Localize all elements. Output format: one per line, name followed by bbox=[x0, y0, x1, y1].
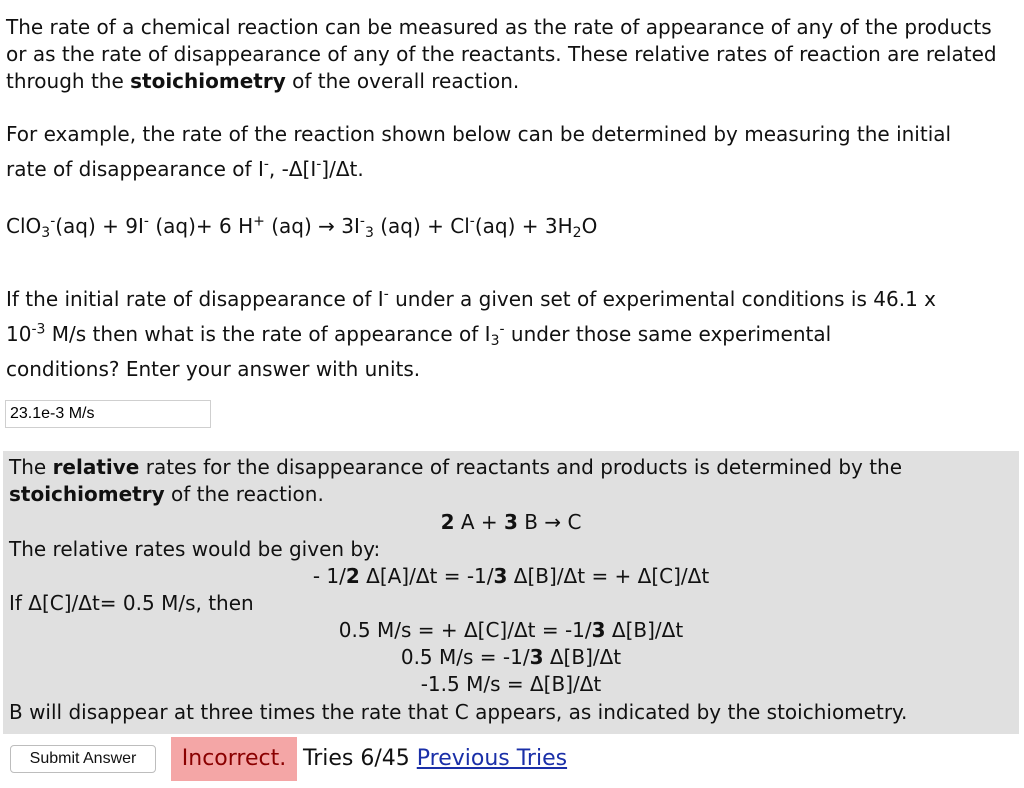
hint-calc-line: 0.5 M/s = -1/3 Δ[B]/Δt bbox=[400, 645, 622, 669]
tries-info bbox=[303, 737, 567, 781]
tries-count: Tries 6/45 bbox=[303, 746, 417, 771]
hint-reaction: 2 A + 3 B → C bbox=[440, 510, 582, 534]
submit-answer-button[interactable]: Submit Answer bbox=[10, 745, 156, 773]
intro-paragraph: The rate of a chemical reaction can be measured as the rate of appearance of any of the products or as the rate of disappearance of any of the reactants. These relative rates of reaction are related through the stoichiometry of the overall reaction. bbox=[6, 15, 997, 93]
answer-input[interactable] bbox=[5, 400, 211, 428]
hint-line: The relative rates would be given by: bbox=[9, 537, 381, 561]
status-badge: Incorrect. bbox=[171, 737, 297, 781]
previous-tries-link[interactable]: Previous Tries bbox=[416, 746, 568, 771]
hint-line: The relative rates for the disappearance of reactants and products is determined by the bbox=[9, 455, 903, 479]
hint-line: B will disappear at three times the rate that C appears, as indicated by the stoichiometry. bbox=[9, 700, 908, 724]
hint-rate-equation: - 1/2 Δ[A]/Δt = -1/3 Δ[B]/Δt = + Δ[C]/Δt bbox=[312, 564, 710, 588]
hint-calc-line: 0.5 M/s = + Δ[C]/Δt = -1/3 Δ[B]/Δt bbox=[338, 618, 684, 642]
hint-box bbox=[3, 451, 1019, 734]
question-paragraph: If the initial rate of disappearance of I- under a given set of experimental conditions is 46.1 x $10^{-3}$ M/s then what is the rate of appearance of $I_3^-$ under those same experimental conditions? Enter your answer with units. bbox=[6, 286, 936, 381]
reaction-equation: ClO$_3$-(aq) + 9I- (aq)+ 6 H+ $(aq) \to 3I^-_3$ $(aq) + Cl^-(aq) + 3H_2O$ bbox=[6, 213, 598, 242]
hint-line: stoichiometry of the reaction. bbox=[9, 482, 324, 506]
hint-line: If Δ[C]/Δt= 0.5 M/s, then bbox=[9, 591, 254, 615]
hint-calc-line: -1.5 M/s = Δ[B]/Δt bbox=[420, 672, 602, 696]
example-paragraph: For example, the rate of the reaction shown below can be determined by measuring the initial rate of disappearance of I-, -Δ[I-]/Δt. bbox=[6, 122, 952, 181]
